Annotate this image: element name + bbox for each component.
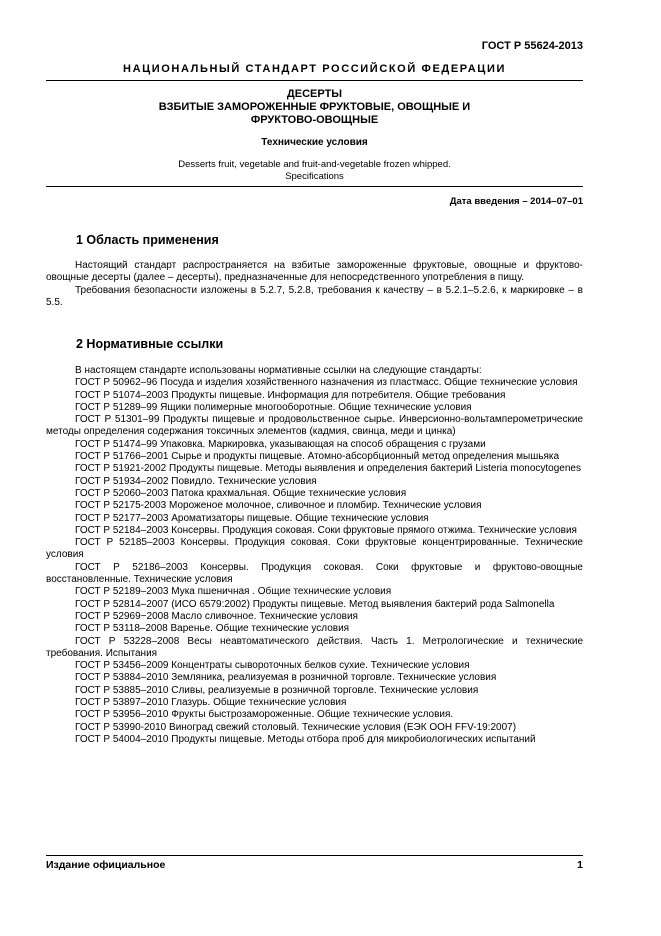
reference-item: ГОСТ Р 51921-2002 Продукты пищевые. Методы выявления и определения бактерий Listeria monocytogenes	[75, 463, 581, 475]
reference-item: ГОСТ Р 53897–2010 Глазурь. Общие технические условия	[75, 697, 347, 709]
reference-item: ГОСТ Р 51301–99 Продукты пищевые и продовольственное сырье. Инверсионно-вольтамперометрические методы определения содержания токсичных элементов (кадмия, свинца, меди и цинка)	[46, 414, 583, 438]
english-title-line: Specifications	[285, 171, 344, 182]
section-2-heading: 2 Нормативные ссылки	[76, 337, 224, 351]
reference-item: ГОСТ Р 51474–99 Упаковка. Маркировка, указывающая на способ обращения с грузами	[75, 438, 486, 450]
reference-item: ГОСТ Р 53990-2010 Виноград свежий столовый. Технические условия (ЕЭК ООН FFV-19:2007)	[75, 721, 517, 733]
reference-item: ГОСТ Р 53956–2010 Фрукты быстрозамороженные. Общие технические условия.	[75, 709, 454, 721]
paragraph: Настоящий стандарт распространяется на взбитые замороженные фруктовые, овощные и фруктово-овощные десерты (далее – десерты), предназначенные для непосредственного употребления в пищу.	[46, 260, 583, 284]
paragraph: Требования безопасности изложены в 5.2.7, 5.2.8, требования к качеству – в 5.2.1–5.2.6, к маркировке – в 5.5.	[46, 284, 583, 308]
reference-item: ГОСТ Р 54004–2010 Продукты пищевые. Методы отбора проб для микробиологических испытаний	[75, 733, 536, 745]
title-line: ВЗБИТЫЕ ЗАМОРОЖЕННЫЕ ФРУКТОВЫЕ, ОВОЩНЫЕ И	[158, 101, 471, 113]
reference-item: ГОСТ Р 52189–2003 Мука пшеничная . Общие технические условия	[75, 586, 392, 598]
divider	[46, 80, 583, 81]
english-title-line: Desserts fruit, vegetable and fruit-and-vegetable frozen whipped.	[178, 159, 451, 170]
intro-date: Дата введения – 2014–07–01	[449, 196, 583, 207]
reference-item: ГОСТ Р 52184–2003 Консервы. Продукция соковая. Соки фруктовые прямого отжима. Технические условия	[75, 524, 577, 536]
reference-item: ГОСТ Р 53885–2010 Сливы, реализуемые в розничной торговле. Технические условия	[75, 684, 479, 696]
reference-item: ГОСТ Р 52814–2007 (ИСО 6579:2002) Продукты пищевые. Метод выявления бактерий рода Salmonella	[75, 598, 555, 610]
reference-item: ГОСТ Р 50962–96 Посуда и изделия хозяйственного назначения из пластмасс. Общие технические условия	[75, 377, 578, 389]
reference-item: ГОСТ Р 52185–2003 Консервы. Продукция соковая. Соки фруктовые концентрированные. Технические условия	[46, 537, 583, 561]
reference-item: ГОСТ Р 53118–2008 Варенье. Общие технические условия	[75, 623, 350, 635]
reference-item: ГОСТ Р 51074–2003 Продукты пищевые. Информация для потребителя. Общие требования	[75, 389, 506, 401]
reference-item: ГОСТ Р 52969−2008 Масло сливочное. Технические условия	[75, 610, 358, 622]
reference-item: ГОСТ Р 52060–2003 Патока крахмальная. Общие технические условия	[75, 487, 407, 499]
reference-item: ГОСТ Р 52186–2003 Консервы. Продукция соковая. Соки фруктовые и фруктово-овощные восстановленные. Технические условия	[46, 561, 583, 586]
reference-item: ГОСТ Р 51766–2001 Сырье и продукты пищевые. Атомно-абсорбционный метод определения мышьяка	[75, 451, 560, 463]
english-title	[46, 159, 583, 183]
reference-item: ГОСТ Р 53456–2009 Концентраты сывороточных белков сухие. Технические условия	[75, 660, 470, 672]
reference-item: ГОСТ Р 52175-2003 Мороженое молочное, сливочное и пломбир. Технические условия	[75, 500, 482, 512]
title-line: ФРУКТОВО-ОВОЩНЫЕ	[250, 114, 379, 126]
divider	[46, 186, 583, 187]
standard-code: ГОСТ Р 55624-2013	[481, 40, 583, 52]
page-number: 1	[577, 859, 583, 871]
section-1-body	[46, 260, 583, 309]
section-2-body	[46, 365, 583, 746]
divider	[46, 855, 583, 856]
section-1-heading: 1 Область применения	[76, 233, 219, 247]
reference-item: ГОСТ Р 52177–2003 Ароматизаторы пищевые. Общие технические условия	[75, 512, 429, 524]
reference-item: ГОСТ Р 53228–2008 Весы неавтоматического действия. Часть 1. Метрологические и технические требования. Испытания	[46, 635, 583, 659]
paragraph: В настоящем стандарте использованы нормативные ссылки на следующие стандарты:	[75, 365, 482, 376]
title-line: ДЕСЕРТЫ	[286, 88, 343, 100]
reference-item: ГОСТ Р 53884–2010 Земляника, реализуемая в розничной торговле. Технические условия	[75, 672, 497, 684]
edition-label: Издание официальное	[46, 859, 166, 871]
reference-list	[46, 377, 583, 746]
document-title	[46, 88, 583, 127]
national-standard-heading: НАЦИОНАЛЬНЫЙ СТАНДАРТ РОССИЙСКОЙ ФЕДЕРАЦИИ	[123, 63, 506, 75]
reference-item: ГОСТ Р 51289–99 Ящики полимерные многооборотные. Общие технические условия	[75, 401, 472, 413]
reference-item: ГОСТ Р 51934–2002 Повидло. Технические условия	[75, 475, 317, 487]
document-subtitle: Технические условия	[261, 137, 368, 148]
